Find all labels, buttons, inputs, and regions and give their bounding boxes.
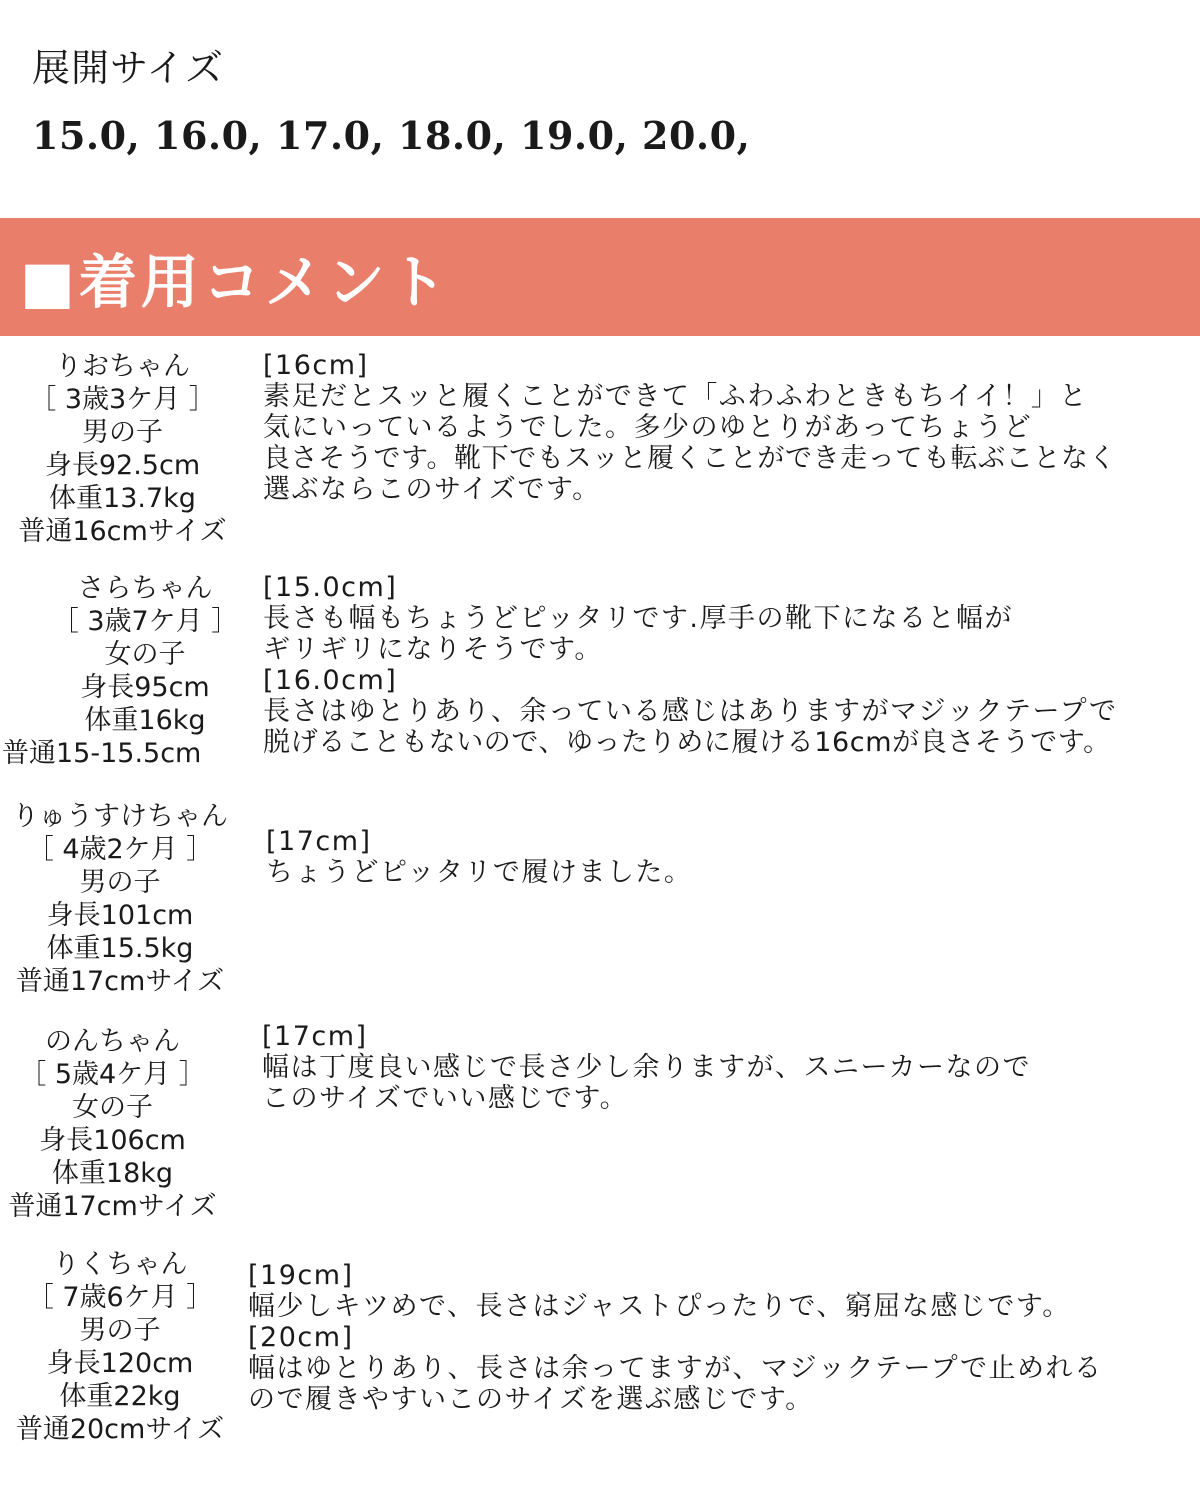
child-weight: 体重18kg [51, 1158, 174, 1189]
comment-line: 幅はゆとりあり、長さは余ってますが、マジックテープで止めれる [248, 1353, 1103, 1384]
comment-line: 素足だとスッと履くことができて「ふわふわときもちイイ！」と [263, 381, 1088, 412]
child-weight: 体重15.5kg [46, 933, 194, 964]
child-height: 身長92.5cm [44, 450, 201, 481]
child-weight: 体重13.7kg [49, 483, 196, 514]
child-profile [0, 800, 240, 998]
child-height: 身長101cm [46, 900, 194, 931]
child-name: りゅうすけちゃん [12, 801, 228, 832]
comment-line: 脱げることもないので、ゆったりめに履ける16cmが良さそうです。 [263, 727, 1111, 758]
child-usual-size: 普通16cmサイズ [18, 516, 227, 547]
child-name: りくちゃん [52, 1249, 188, 1280]
child-weight: 体重16kg [84, 705, 206, 736]
child-height: 身長95cm [80, 672, 210, 703]
child-height: 身長120cm [46, 1348, 194, 1379]
section-banner [0, 218, 1200, 336]
comment-line: ので履きやすいこのサイズを選ぶ感じです。 [248, 1384, 814, 1415]
comment-line: [17cm] [266, 826, 372, 857]
child-age: ［ 7歳6ケ月 ］ [26, 1282, 214, 1313]
child-name: のんちゃん [45, 1026, 180, 1057]
child-height: 身長106cm [39, 1125, 186, 1156]
child-gender: 男の子 [79, 1315, 161, 1346]
comment-line: [16.0cm] [263, 665, 398, 696]
child-profile [0, 350, 245, 548]
child-usual-size: 普通17cmサイズ [8, 1191, 217, 1222]
child-age: ［ 3歳3ケ月 ］ [29, 384, 216, 415]
section-title: ■着用コメント [20, 248, 451, 316]
comment-line: 幅少しキツめで、長さはジャストぴったりで、窮屈な感じです。 [248, 1291, 1071, 1322]
comment-line: ちょうどピッタリで履けました。 [266, 857, 693, 888]
review-comment [262, 1021, 1031, 1114]
child-age: ［ 4歳2ケ月 ］ [26, 834, 214, 865]
review-comment [263, 350, 1116, 505]
child-weight: 体重22kg [59, 1381, 181, 1412]
comment-line: 気にいっているようでした。多少のゆとりがあってちょうど [263, 412, 1033, 443]
size-range-values: 15.0, 16.0, 17.0, 18.0, 19.0, 20.0, [32, 113, 751, 158]
comment-line: [17cm] [262, 1021, 368, 1052]
comment-line: ギリギリになりそうです。 [263, 634, 603, 665]
child-name: りおちゃん [55, 351, 190, 382]
child-profile [0, 572, 290, 770]
child-gender: 女の子 [104, 639, 186, 670]
review-comment [248, 1260, 1102, 1415]
comment-line: 幅は丁度良い感じで長さ少し余りますが、スニーカーなので [262, 1052, 1031, 1083]
comment-line: 長さはゆとりあり、余っている感じはありますがマジックテープで [263, 696, 1118, 727]
comment-line: [16cm] [263, 350, 369, 381]
size-range-block [32, 40, 750, 166]
comment-line: 良さそうです。靴下でもスッと履くことができ走っても転ぶことなく [263, 443, 1117, 474]
child-gender: 女の子 [72, 1092, 153, 1123]
comment-line: 長さも幅もちょうどピッタリです.厚手の靴下になると幅が [263, 603, 1014, 634]
review-comment [263, 572, 1117, 758]
child-profile [0, 1025, 225, 1223]
child-name: さらちゃん [77, 573, 213, 604]
child-gender: 男の子 [82, 417, 163, 448]
child-usual-size: 普通20cmサイズ [15, 1414, 225, 1445]
size-range-heading: 展開サイズ [32, 46, 224, 90]
child-gender: 男の子 [79, 867, 161, 898]
child-age: ［ 3歳7ケ月 ］ [51, 606, 239, 637]
review-comment [266, 826, 692, 888]
comment-line: このサイズでいい感じです。 [262, 1083, 629, 1114]
child-usual-size: 普通17cmサイズ [15, 966, 225, 997]
child-usual-size: 普通15-15.5cm [2, 738, 202, 769]
comment-line: [19cm] [248, 1260, 354, 1291]
comment-line: [20cm] [248, 1322, 354, 1353]
comment-line: [15.0cm] [263, 572, 398, 603]
comment-line: 選ぶならこのサイズです。 [263, 474, 601, 505]
child-profile [0, 1248, 240, 1446]
child-age: ［ 5歳4ケ月 ］ [19, 1059, 206, 1090]
